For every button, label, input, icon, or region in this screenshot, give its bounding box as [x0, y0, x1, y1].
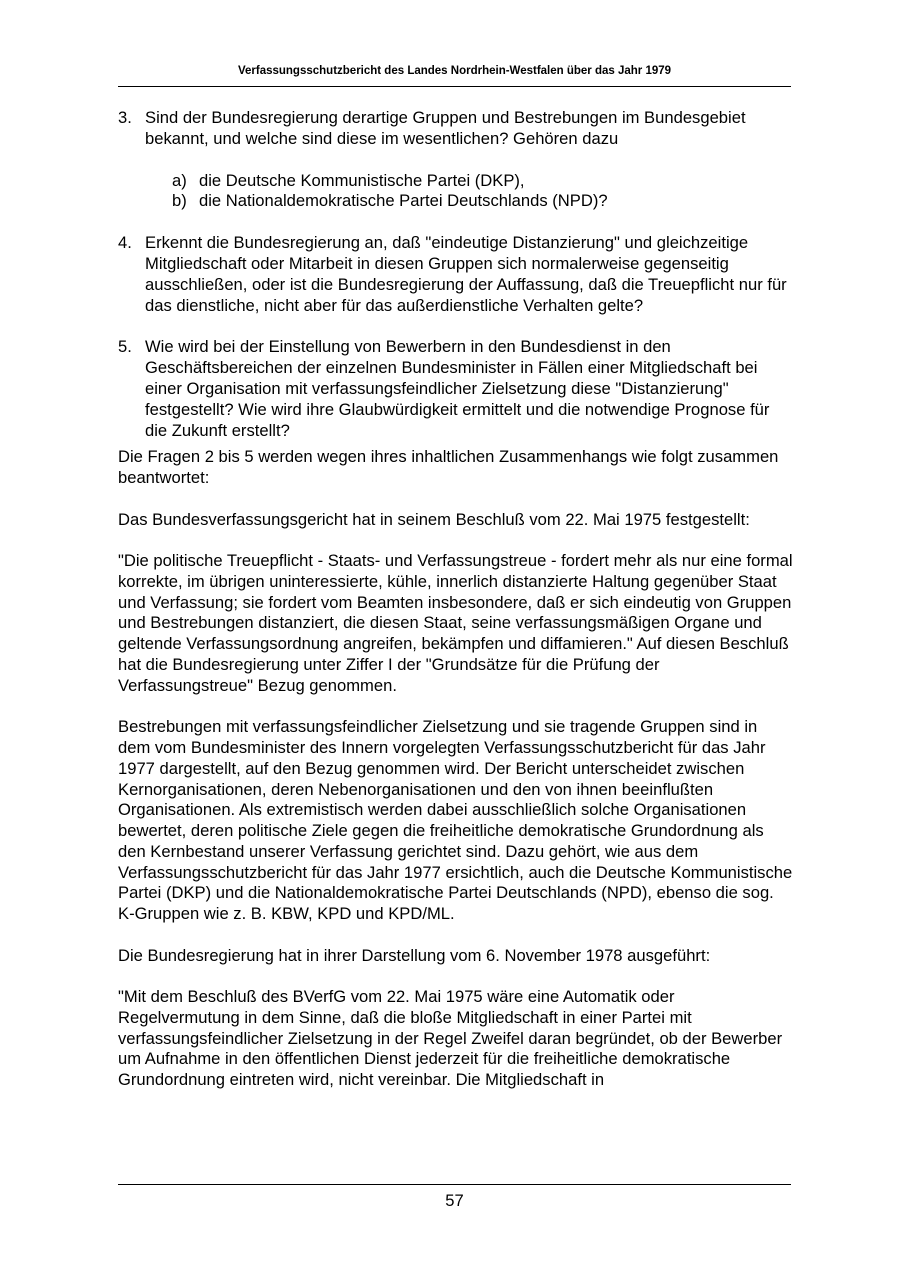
- spacer: [118, 212, 793, 233]
- question-item: [118, 337, 793, 441]
- header-rule: [118, 86, 791, 87]
- sublist-text: die Deutsche Kommunistische Partei (DKP),: [199, 170, 525, 190]
- question-text: Wie wird bei der Einstellung von Bewerbern in den Bundesdienst in den Geschäftsbereichen der einzelnen Bundesminister in Fällen einer Mitgliedschaft bei einer Organisation mit verfassungsfeindlicher Zielsetzung diese "Distanzierung" festgestellt? Wie wird ihre Glaubwürdigkeit ermittelt und die notwendige Prognose für die Zukunft erstellt?: [145, 337, 770, 440]
- spacer: [118, 530, 793, 551]
- footer-rule: [118, 1184, 791, 1185]
- quote-paragraph: "Die politische Treuepflicht - Staats- und Verfassungstreue - fordert mehr als nur eine formal korrekte, im übrigen uninteressierte, kühle, innerlich distanzierte Haltung gegenüber Staat und Verfassung; sie fordert vom Beamten insbesondere, daß er sich eindeutig von Gruppen und Bestrebungen distanziert, die diesen Staat, seine verfassungsmäßigen Organe und geltende Verfassungsordnung angreifen, bekämpfen und diffamieren." Auf diesen Beschluß hat die Bundesregierung unter Ziffer I der "Grundsätze für die Prüfung der Verfassungstreue" Bezug genommen.: [118, 550, 793, 695]
- spacer: [118, 966, 793, 987]
- body-paragraph: Das Bundesverfassungsgericht hat in seinem Beschluß vom 22. Mai 1975 festgestellt:: [118, 509, 750, 529]
- body-paragraph: Die Fragen 2 bis 5 werden wegen ihres inhaltlichen Zusammenhangs wie folgt zusammen beantwortet:: [118, 447, 779, 488]
- body-paragraph: Bestrebungen mit verfassungsfeindlicher Zielsetzung und sie tragende Gruppen sind in dem vom Bundesminister des Innern vorgelegten Verfassungsschutzbericht für das Jahr 1977 dargestellt, auf den Bezug genommen wird. Der Bericht unterscheidet zwischen Kernorganisationen, deren Nebenorganisationen und den von ihnen beeinflußten Organisationen. Als extremistisch werden dabei ausschließlich solche Organisationen bewertet, deren politische Ziele gegen die freiheitliche demokratische Grundordnung als den Kernbestand unserer Verfassung gerichtet sind. Dazu gehört, wie aus dem Verfassungsschutzbericht für das Jahr 1977 ersichtlich, auch die Deutsche Kommunistische Partei (DKP) und die Nationaldemokratische Partei Deutschlands (NPD), ebenso die sog. K-Gruppen wie z. B. KBW, KPD und KPD/ML.: [118, 717, 793, 924]
- sublist-letter: a): [172, 170, 187, 190]
- question-item: [118, 233, 793, 316]
- question-number: 3.: [118, 108, 132, 127]
- question-number: 4.: [118, 233, 132, 253]
- question-text: Erkennt die Bundesregierung an, daß "eindeutige Distanzierung" und gleichzeitige Mitgliedschaft oder Mitarbeit in diesen Gruppen sich normalerweise gegenseitig ausschließen, oder ist die Bundesregierung der Auffassung, daß die Treuepflicht nur für das dienstliche, nicht aber für das außerdienstliche Verhalten gelte?: [145, 233, 787, 315]
- question-number: 5.: [118, 337, 132, 357]
- sublist-item: [172, 191, 793, 212]
- quote-paragraph: "Mit dem Beschluß des BVerfG vom 22. Mai 1975 wäre eine Automatik oder Regelvermutung in dem Sinne, daß die bloße Mitgliedschaft in einer Partei mit verfassungsfeindlicher Zielsetzung in der Regel Zweifel daran begründet, ob der Bewerber um Aufnahme in den öffentlichen Dienst jederzeit für die freiheitliche demokratische Grundordnung eintreten wird, nicht vereinbar. Die Mitgliedschaft in: [118, 987, 783, 1090]
- sublist-text: die Nationaldemokratische Partei Deutschlands (NPD)?: [199, 191, 608, 211]
- page-content: [118, 108, 793, 1091]
- spacer: [118, 316, 793, 337]
- question-item: [118, 108, 793, 212]
- body-paragraph: Die Bundesregierung hat in ihrer Darstellung vom 6. November 1978 ausgeführt:: [118, 945, 711, 965]
- question-sublist: [172, 171, 793, 213]
- question-text: Sind der Bundesregierung derartige Gruppen und Bestrebungen im Bundesgebiet bekannt, und welche sind diese im wesentlichen? Gehören dazu: [145, 108, 746, 148]
- page-number: 57: [445, 1191, 464, 1210]
- sublist-letter: b): [172, 191, 187, 211]
- running-header: Verfassungsschutzbericht des Landes Nordrhein-Westfalen über das Jahr 1979: [237, 65, 672, 77]
- spacer: [118, 489, 793, 510]
- spacer: [118, 925, 793, 946]
- sublist-item: [172, 171, 793, 192]
- spacer: [118, 697, 793, 718]
